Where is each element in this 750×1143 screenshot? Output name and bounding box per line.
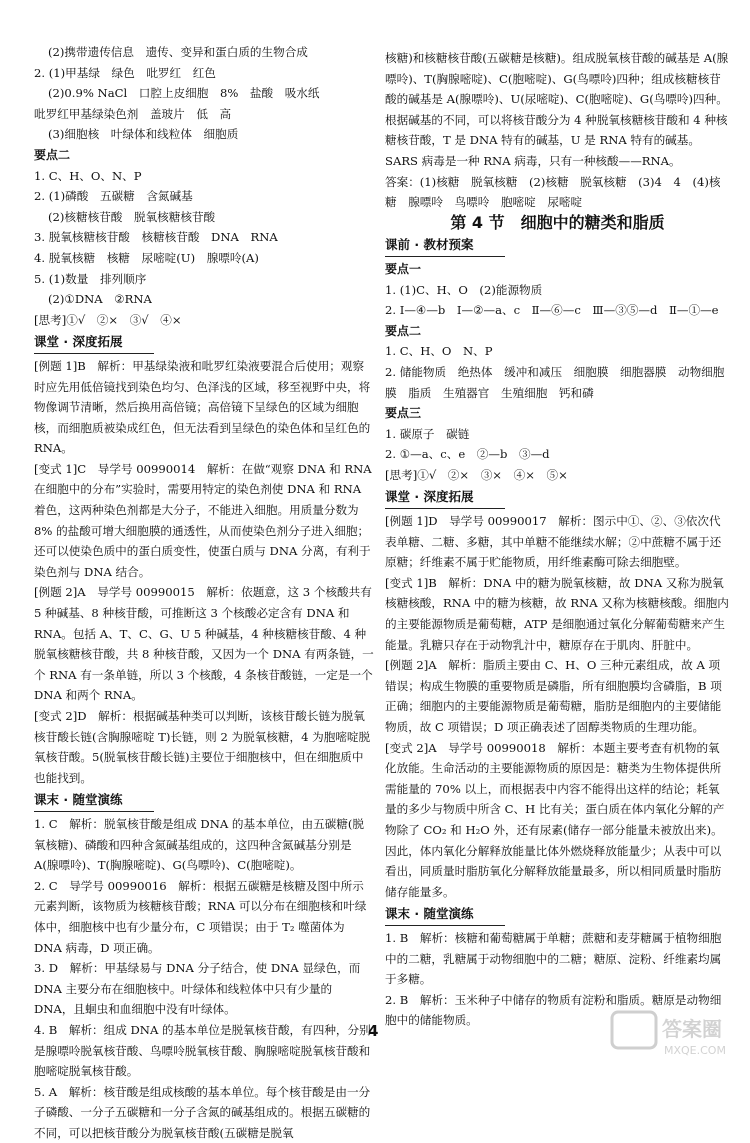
answer-paragraph: 答案：(1)核糖 脱氧核糖 (2)核糖 脱氧核糖 (3)4 4 (4)核糖 腺嘌呤 鸟嘌呤 胞嘧啶 尿嘧啶: [385, 174, 721, 210]
key-point-heading: 要点三: [385, 406, 422, 421]
answer-paragraph: 2. C 导学号 00990016 解析：根据五碳糖是核糖及图中所示元素判断，该物质为核糖核苷酸；RNA 可以分布在细胞核和叶绿体中，细胞核中也有少量分布，C 项错误；由于 T₂ 噬菌体为 DNA 病毒，D 项正确。: [34, 878, 367, 955]
key-point-heading: 要点二: [34, 147, 71, 162]
section-header: 课末 · 随堂演练: [34, 790, 154, 812]
answer-paragraph: [例题 2]A 导学号 00990015 解析：依题意，这 3 个核酸共有 5 种碱基、8 种核苷酸，可推断这 3 个核酸必定含有 DNA 和 RNA。包括 A、T、C、G、U 5 种碱基，4 种核糖核苷酸、4 种脱氧核糖核苷酸，共 8 种核苷酸，又因为一个 DNA 有两条链，一个 RNA 有一条单链，所以 3 个核酸，4 条核苷酸链，一定是一个 DNA 和两个 RNA。: [34, 585, 374, 703]
watermark-logo: [610, 1006, 742, 1058]
answer-paragraph: [思考]①√ ②× ③× ④× ⑤×: [385, 467, 568, 482]
answer-paragraph: 吡罗红甲基绿染色剂 盖玻片 低 高: [34, 106, 232, 121]
section-header: 课末 · 随堂演练: [385, 904, 505, 926]
answer-paragraph: 1. C、H、O、N、P: [34, 168, 142, 183]
answer-paragraph: 1. (1)C、H、O (2)能源物质: [385, 282, 543, 297]
answer-paragraph: 1. C 解析：脱氧核苷酸是组成 DNA 的基本单位，由五碳糖(脱氧核糖)、磷酸和四种含氮碱基组成的，这四种含氮碱基分别是 A(腺嘌呤)、T(胸腺嘧啶)、G(鸟嘌呤)、C(胞嘧啶)。: [34, 816, 364, 873]
answer-paragraph: [变式 1]B 解析：DNA 中的糖为脱氧核糖，故 DNA 又称为脱氧核糖核酸，RNA 中的糖为核糖，故 RNA 又称为核糖核酸。细胞内的主要能源物质是葡萄糖，ATP 是细胞通过氧化分解葡萄糖来产生能量。乳糖只存在于动物乳汁中，糖原存在于肌肉、肝脏中。: [385, 575, 729, 652]
answer-paragraph: (2)①DNA ②RNA: [48, 292, 152, 307]
answer-paragraph: 3. 脱氧核糖核苷酸 核糖核苷酸 DNA RNA: [34, 230, 278, 245]
answer-paragraph: 2. (1)磷酸 五碳糖 含氮碱基: [34, 189, 193, 204]
section-header: 课堂 · 深度拓展: [385, 487, 505, 509]
key-point-heading: 要点一: [385, 261, 422, 276]
answer-paragraph: 1. B 解析：核糖和葡萄糖属于单糖；蔗糖和麦芽糖属于植物细胞中的二糖，乳糖属于动物细胞中的二糖；糖原、淀粉、纤维素均属于多糖。: [385, 930, 722, 987]
answer-paragraph: (2)核糖核苷酸 脱氧核糖核苷酸: [48, 209, 216, 224]
answer-paragraph: [变式 1]C 导学号 00990014 解析：在做“观察 DNA 和 RNA 在细胞中的分布”实验时，需要用特定的染色剂使 DNA 和 RNA 着色，这两种染色剂都是大分子，不能进入细胞。用质量分数为 8% 的盐酸可增大细胞膜的通透性，从而使染色剂分子进入细胞；还可以使染色质中的蛋白质变性，使蛋白质与 DNA 分离，有利于染色剂与 DNA 结合。: [34, 461, 372, 579]
answer-paragraph: [变式 2]A 导学号 00990018 解析：本题主要考查有机物的氧化放能。生命活动的主要能源物质的原因是：糖类为生物体提供所需能量的 70% 以上，而根据表中内容不能得出这样的结论；耗氧量的多少与物质中所含 C、H 比有关；蛋白质在体内氧化分解的产物除了 CO₂ 和 H₂O 外，还有尿素(储存一部分能量未被放出来)。因此，体内氧化分解释放能量比体外燃烧释放能量少；从表中可以看出，同质量时脂肪氧化分解释放能量最多，所以相同质量时脂肪储存能量多。: [385, 740, 725, 899]
answer-paragraph: 核糖)和核糖核苷酸(五碳糖是核糖)。组成脱氧核苷酸的碱基是 A(腺嘌呤)、T(胸腺嘧啶)、C(胞嘧啶)、G(鸟嘌呤)四种；组成核糖核苷酸的碱基是 A(腺嘌呤)、U(尿嘧啶)、C(胞嘧啶)、G(鸟嘌呤)四种。根据碱基的不同，可以将核苷酸分为 4 种脱氧核糖核苷酸和 4 种核糖核苷酸，T 是 DNA 特有的碱基，U 是 RNA 特有的碱基。SARS 病毒是一种 RNA 病毒，只有一种核酸——RNA。: [385, 51, 729, 168]
answer-paragraph: 3. D 解析：甲基绿易与 DNA 分子结合，使 DNA 显绿色，而 DNA 主要分布在细胞核中。叶绿体和线粒体中只有少量的 DNA，且蛔虫和血细胞中没有叶绿体。: [34, 961, 361, 1017]
chapter-title: 第 4 节 细胞中的糖类和脂质: [450, 212, 665, 232]
answer-paragraph: 2. B 解析：玉米种子中储存的物质有淀粉和脂质。糖原是动物细胞中的储能物质。: [385, 992, 722, 1028]
svg-text:答案圈: 答案圈: [662, 1017, 722, 1041]
answer-paragraph: [变式 2]D 解析：根据碱基种类可以判断，该核苷酸长链为脱氧核苷酸长链(含胸腺嘧啶 T)长链，则 2 为脱氧核糖，4 为胞嘧啶脱氧核苷酸。5(脱氧核苷酸长链)主要位于细胞核中，但在细胞质中也能找到。: [34, 709, 371, 785]
right-column: [385, 48, 730, 1031]
svg-text:MXQE.COM: MXQE.COM: [664, 1044, 726, 1057]
left-column: [34, 42, 374, 1143]
answer-paragraph: 4. 脱氧核糖 核糖 尿嘧啶(U) 腺嘌呤(A): [34, 250, 259, 265]
answer-paragraph: (3)细胞核 叶绿体和线粒体 细胞质: [48, 127, 239, 142]
answer-paragraph: [例题 1]B 解析：甲基绿染液和吡罗红染液要混合后使用；观察时应先用低倍镜找到染色均匀、色泽浅的区域，移至视野中央，将物像调节清晰，然后换用高倍镜；高倍镜下呈绿色的区域为细胞核，而细胞质被染成红色，但无法看到呈绿色的染色体和呈红色的RNA。: [34, 358, 371, 456]
answer-paragraph: [例题 1]D 导学号 00990017 解析：图示中①、②、③依次代表单糖、二糖、多糖，其中单糖不能继续水解；②中蔗糖不属于还原糖；纤维素不属于贮能物质，用纤维素酶可除去细胞壁。: [385, 514, 722, 570]
answer-paragraph: (2)0.9% NaCl 口腔上皮细胞 8% 盐酸 吸水纸: [48, 86, 320, 101]
key-point-heading: 要点二: [385, 323, 422, 338]
answer-paragraph: 2. Ⅰ—④—b Ⅰ—②—a、c Ⅱ—⑥—c Ⅲ—③⑤—d Ⅱ—①—e: [385, 303, 719, 318]
page-number: 4: [368, 1022, 379, 1040]
answer-paragraph: 4. B 解析：组成 DNA 的基本单位是脱氧核苷酸，有四种，分别是腺嘌呤脱氧核苷酸、鸟嘌呤脱氧核苷酸、胸腺嘧啶脱氧核苷酸和胞嘧啶脱氧核苷酸。: [34, 1022, 371, 1079]
answer-paragraph: 1. 碳原子 碳链: [385, 426, 470, 441]
section-header: 课堂 · 深度拓展: [34, 332, 154, 354]
answer-paragraph: 5. A 解析：核苷酸是组成核酸的基本单位。每个核苷酸是由一分子磷酸、一分子五碳糖和一分子含氮的碱基组成的。根据五碳糖的不同，可以把核苷酸分为脱氧核苷酸(五碳糖是脱氧: [34, 1084, 371, 1140]
answer-paragraph: 2. ①—a、c、e ②—b ③—d: [385, 447, 550, 462]
answer-paragraph: 5. (1)数量 排列顺序: [34, 271, 147, 286]
answer-paragraph: 2. 储能物质 绝热体 缓冲和减压 细胞膜 细胞器膜 动物细胞膜 脂质 生殖器官 生殖细胞 钙和磷: [385, 364, 725, 400]
answer-paragraph: [例题 2]A 解析：脂质主要由 C、H、O 三种元素组成，故 A 项错误；构成生物膜的重要物质是磷脂，所有细胞膜均含磷脂，B 项正确；细胞内的主要能源物质是葡萄糖，脂肪是细胞内的主要储能物质，故 C 项错误；D 项正确表述了固醇类物质的生理功能。: [385, 658, 722, 734]
answer-paragraph: (2)携带遗传信息 遗传、变异和蛋白质的生物合成: [48, 45, 308, 59]
answer-paragraph: [思考]①√ ②× ③√ ④×: [34, 312, 182, 327]
answer-paragraph: 1. C、H、O N、P: [385, 344, 493, 359]
answer-paragraph: 2. (1)甲基绿 绿色 吡罗红 红色: [34, 65, 216, 80]
section-header: 课前 · 教材预案: [385, 235, 505, 257]
